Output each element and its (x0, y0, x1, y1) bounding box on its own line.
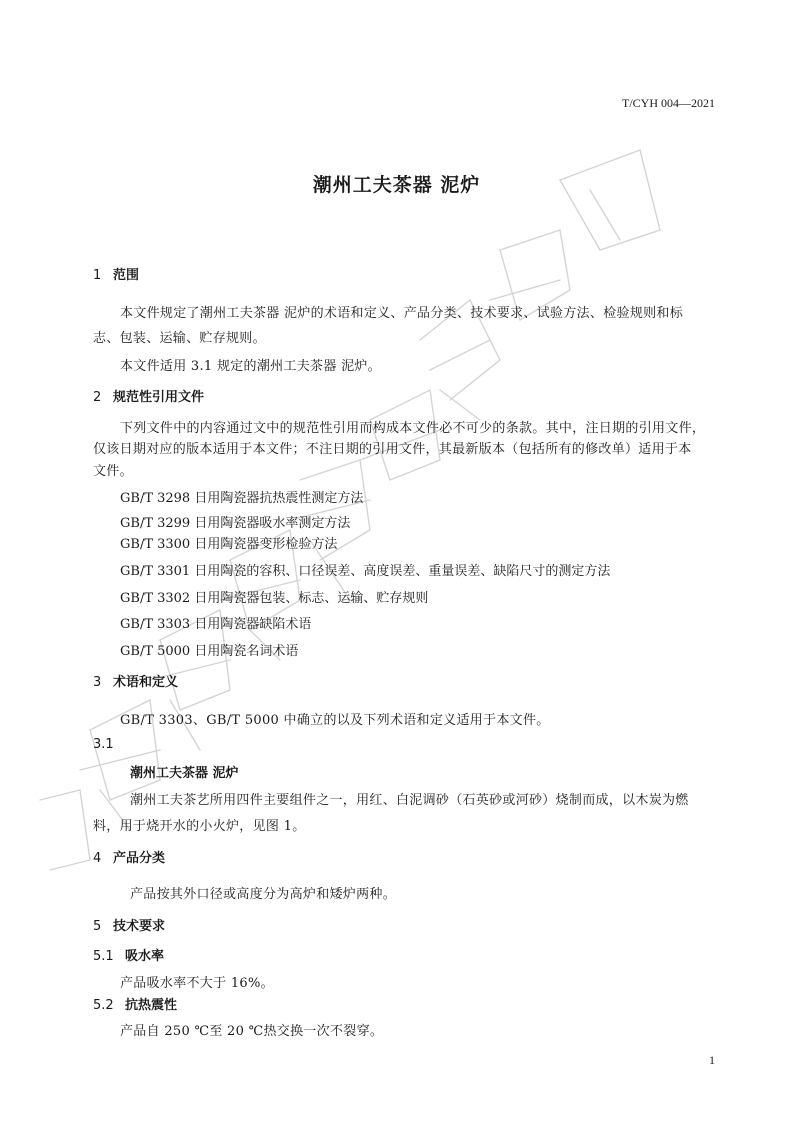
paragraph-line: 文件。 (93, 464, 133, 479)
definition-line: 潮州工夫茶艺所用四件主要组件之一，用红、白泥调砂（石英砂或河砂）烧制而成，以木炭为燃 (130, 793, 689, 808)
reference-item: GB/T 5000 日用陶瓷名词术语 (120, 644, 299, 659)
section-number: 5 (93, 919, 102, 934)
subsection-5-2-heading (93, 994, 177, 1013)
paragraph: 产品自 250 ℃至 20 ℃热交换一次不裂穿。 (120, 1024, 384, 1039)
section-number: 1 (93, 268, 102, 283)
paragraph-line: 志、包装、运输、贮存规则。 (93, 331, 266, 346)
definition-line: 料，用于烧开水的小火炉，见图 1。 (93, 819, 306, 834)
section-number: 3 (93, 675, 102, 690)
document-code: T/CYH 004—2021 (622, 96, 715, 110)
reference-item: GB/T 3298 日用陶瓷器抗热震性测定方法 (120, 491, 364, 506)
page-number: 1 (709, 1053, 715, 1067)
paragraph-line: 仅该日期对应的版本适用于本文件；不注日期的引用文件，其最新版本（包括所有的修改单）适用于本 (93, 442, 692, 457)
subsection-title: 吸水率 (125, 949, 165, 964)
subsection-number: 5.2 (93, 998, 114, 1013)
reference-item: GB/T 3299 日用陶瓷器吸水率测定方法 (120, 516, 351, 531)
section-title: 术语和定义 (113, 675, 179, 690)
section-1-heading (93, 264, 139, 283)
subsection-title: 抗热震性 (125, 998, 178, 1013)
subsection-5-1-heading (93, 945, 164, 964)
subsection-number: 3.1 (93, 737, 114, 752)
section-number: 2 (93, 390, 102, 405)
paragraph: 产品按其外口径或高度分为高炉和矮炉两种。 (130, 887, 397, 902)
reference-item: GB/T 3302 日用陶瓷器包装、标志、运输、贮存规则 (120, 591, 429, 606)
reference-item: GB/T 3303 日用陶瓷器缺陷术语 (120, 617, 312, 632)
section-title: 产品分类 (113, 851, 166, 866)
paragraph: 本文件适用 3.1 规定的潮州工夫茶器 泥炉。 (120, 359, 381, 374)
reference-item: GB/T 3301 日用陶瓷的容积、口径误差、高度误差、重量误差、缺陷尺寸的测定方法 (120, 564, 611, 579)
section-number: 4 (93, 851, 102, 866)
subsection-number: 5.1 (93, 949, 114, 964)
paragraph: 产品吸水率不大于 16%。 (120, 976, 274, 991)
paragraph: GB/T 3303、GB/T 5000 中确立的以及下列术语和定义适用于本文件。 (120, 713, 550, 728)
section-3-heading (93, 671, 178, 690)
section-4-heading (93, 847, 165, 866)
term-title: 潮州工夫茶器 泥炉 (130, 766, 239, 781)
section-2-heading (93, 386, 204, 405)
section-title: 规范性引用文件 (113, 390, 205, 405)
section-title: 范围 (113, 268, 140, 283)
reference-item: GB/T 3300 日用陶瓷器变形检验方法 (120, 537, 338, 552)
section-5-heading (93, 915, 165, 934)
paragraph-line: 下列文件中的内容通过文中的规范性引用而构成本文件必不可少的条款。其中，注日期的引用文件， (120, 421, 706, 436)
paragraph-line: 本文件规定了潮州工夫茶器 泥炉的术语和定义、产品分类、技术要求、试验方法、检验规则和标 (120, 306, 684, 321)
section-title: 技术要求 (113, 919, 166, 934)
document-title: 潮州工夫茶器 泥炉 (312, 174, 481, 196)
